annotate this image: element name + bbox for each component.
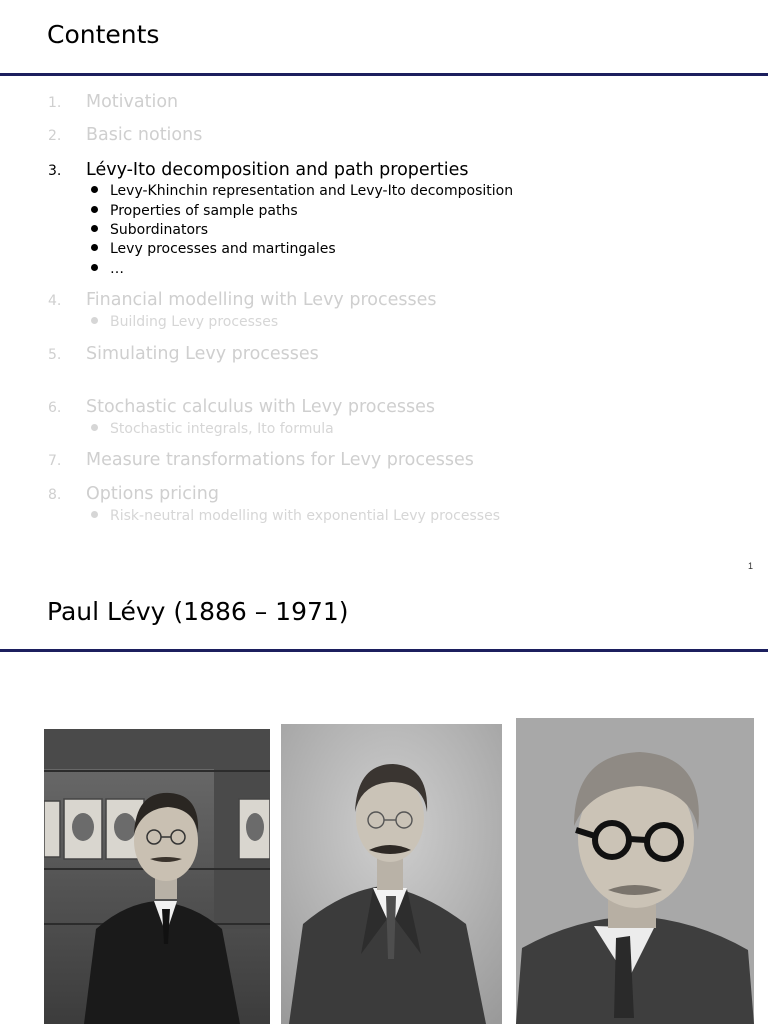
bullet-icon xyxy=(91,244,98,251)
slide-title: Contents xyxy=(47,20,160,49)
bullet-icon xyxy=(91,317,98,324)
bullet-icon xyxy=(91,186,98,193)
toc-item-number: 1. xyxy=(48,95,62,111)
portrait-photo-older xyxy=(516,718,754,1024)
toc-item-number: 6. xyxy=(48,400,62,416)
toc-subitem: Risk-neutral modelling with exponential Levy processes xyxy=(91,508,500,524)
toc-item-number: 4. xyxy=(48,293,62,309)
toc-item-label: Stochastic calculus with Levy processes xyxy=(86,397,436,417)
toc-item-label: Measure transformations for Levy processes xyxy=(86,450,474,470)
toc-item-number: 7. xyxy=(48,453,62,469)
title-divider xyxy=(0,649,768,652)
slide-title: Paul Lévy (1886 – 1971) xyxy=(47,597,349,626)
toc-subitem: Subordinators xyxy=(91,222,208,238)
toc-item-label: Options pricing xyxy=(86,484,219,504)
paul-levy-slide xyxy=(0,580,768,1024)
toc-item-number: 8. xyxy=(48,487,62,503)
bullet-icon xyxy=(91,424,98,431)
portrait-photo-middle xyxy=(281,724,502,1024)
page-number: 1 xyxy=(747,561,753,571)
toc-item-label: Simulating Levy processes xyxy=(86,344,319,364)
portrait-photo-young xyxy=(44,729,270,1024)
bullet-icon xyxy=(91,206,98,213)
toc-item-number: 5. xyxy=(48,347,62,363)
toc-subitem: … xyxy=(91,261,124,277)
toc-subitem: Levy-Khinchin representation and Levy-Ito decomposition xyxy=(91,183,513,199)
toc-item-number: 2. xyxy=(48,128,62,144)
toc-item-label: Motivation xyxy=(86,92,179,112)
toc-item-number: 3. xyxy=(48,163,62,179)
toc-subitem: Levy processes and martingales xyxy=(91,241,336,257)
toc-item-label: Financial modelling with Levy processes xyxy=(86,290,437,310)
toc-subitem: Properties of sample paths xyxy=(91,203,298,219)
bullet-icon xyxy=(91,511,98,518)
toc-subitem: Building Levy processes xyxy=(91,314,278,330)
toc-subitem: Stochastic integrals, Ito formula xyxy=(91,421,334,437)
toc-item-label: Basic notions xyxy=(86,125,203,145)
toc-item-label: Lévy-Ito decomposition and path properties xyxy=(86,160,469,180)
bullet-icon xyxy=(91,225,98,232)
bullet-icon xyxy=(91,264,98,271)
